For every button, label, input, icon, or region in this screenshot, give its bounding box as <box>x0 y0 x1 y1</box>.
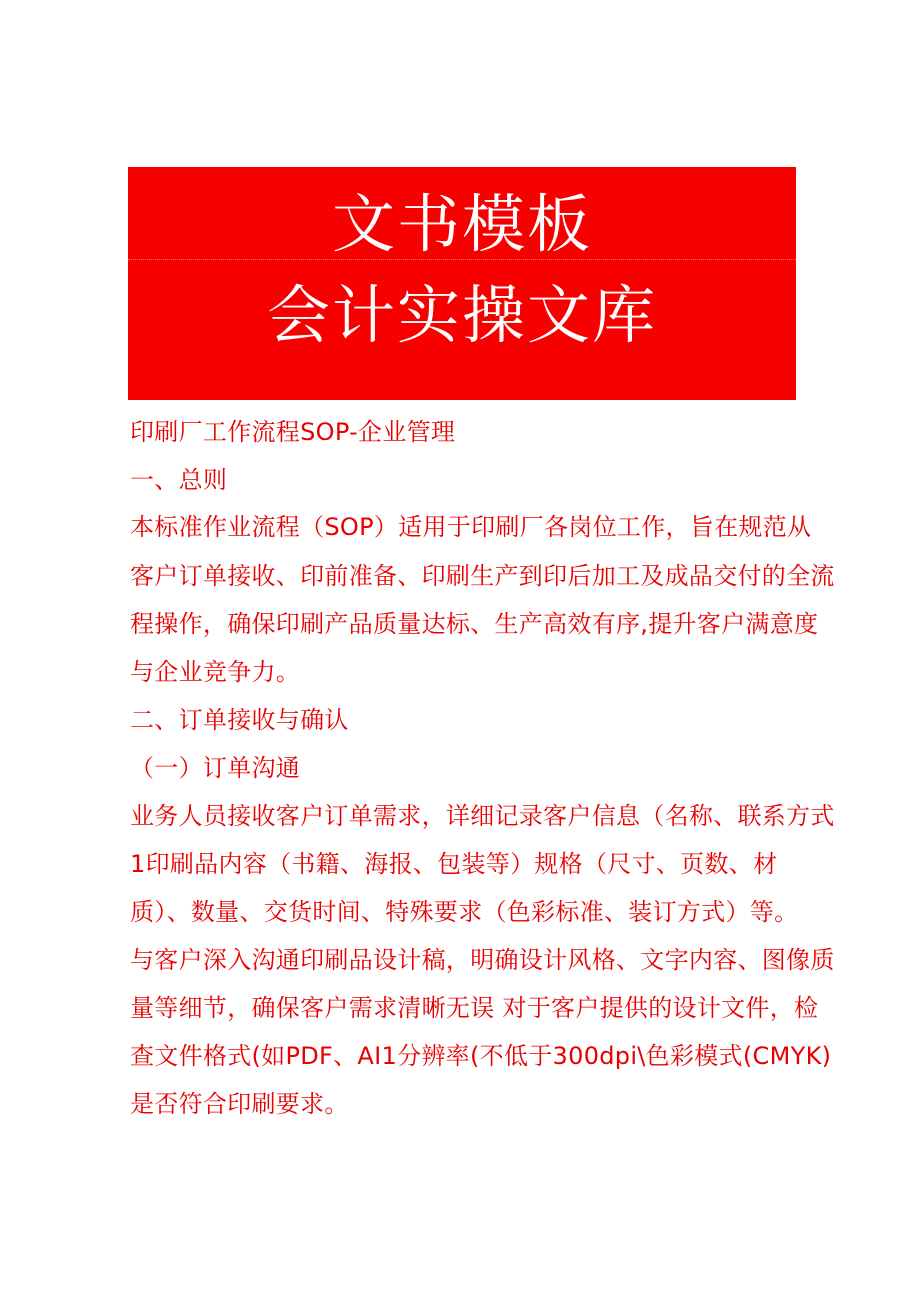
banner-divider <box>128 259 796 260</box>
paragraph-line: 是否符合印刷要求。 <box>130 1090 349 1118</box>
paragraph-line: 1印刷品内容（书籍、海报、包装等）规格（尺寸、页数、材 <box>130 850 778 878</box>
paragraph-line: 与客户深入沟通印刷品设计稿，明确设计风格、文字内容、图像质 <box>130 946 835 974</box>
paragraph-line: 客户订单接收、印前准备、印刷生产到印后加工及成品交付的全流 <box>130 562 835 590</box>
subsection-heading-communication: （一）订单沟通 <box>130 754 301 782</box>
paragraph-line: 查文件格式(如PDF、AI1分辨率(不低于300dpi\色彩模式(CMYK) <box>130 1042 832 1070</box>
paragraph-line: 程操作，确保印刷产品质量达标、生产高效有序,提升客户满意度 <box>130 610 819 638</box>
paragraph-line: 本标准作业流程（SOP）适用于印刷厂各岗位工作，旨在规范从 <box>130 513 812 541</box>
banner-title-line-1: 文书模板 <box>332 188 592 261</box>
banner-title-line-2: 会计实操文库 <box>267 279 657 352</box>
section-heading-general: 一、总则 <box>130 466 228 494</box>
paragraph-line: 质）、数量、交货时间、特殊要求（色彩标准、装订方式）等。 <box>130 898 799 926</box>
document-title: 印刷厂工作流程SOP-企业管理 <box>130 418 456 446</box>
cover-banner <box>128 167 796 400</box>
paragraph-line: 量等细节，确保客户需求清晰无误 对于客户提供的设计文件，检 <box>130 994 819 1022</box>
section-heading-order: 二、订单接收与确认 <box>130 706 349 734</box>
paragraph-line: 与企业竞争力。 <box>130 658 301 686</box>
paragraph-line: 业务人员接收客户订单需求，详细记录客户信息（名称、联系方式 <box>130 802 835 830</box>
